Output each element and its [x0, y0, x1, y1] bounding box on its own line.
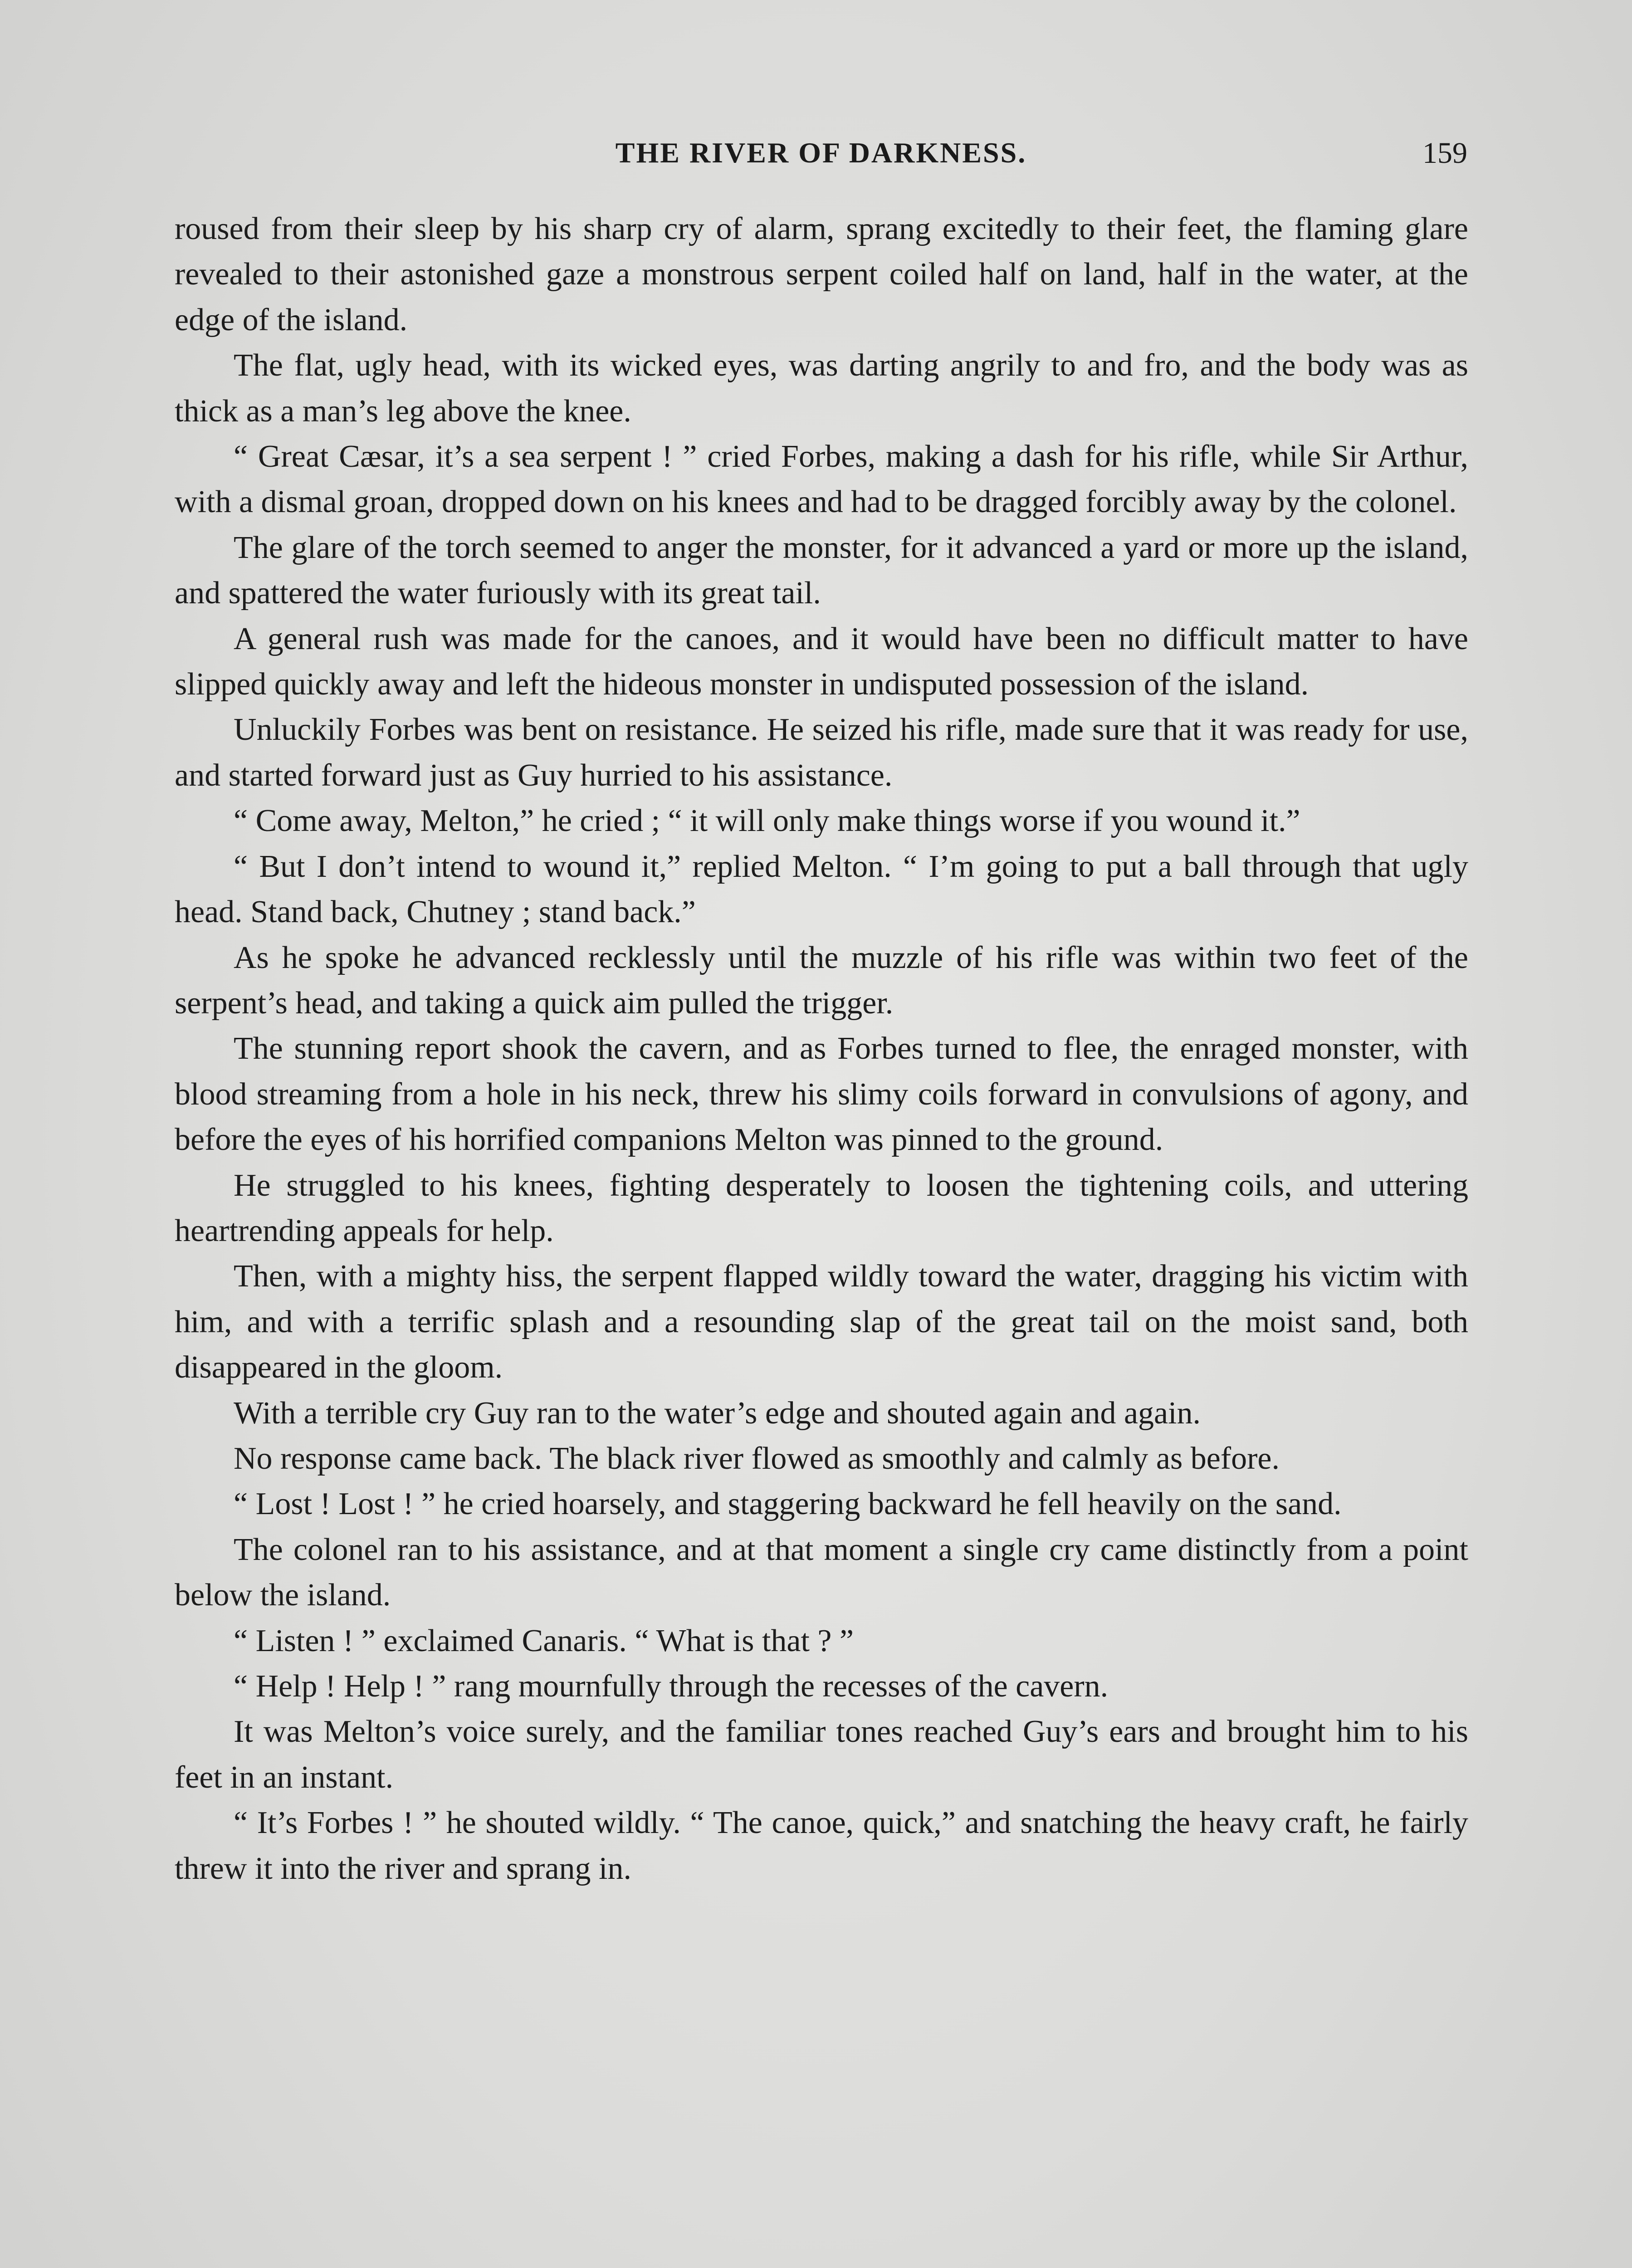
paragraph: The flat, ugly head, with its wicked eyes, was darting angrily to and fro, and the body was as thick as a man’s leg above the knee.	[175, 348, 1468, 429]
paragraph: As he spoke he advanced recklessly until the muzzle of his rifle was within two feet of the serpent’s head, and taking a quick aim pulled the trigger.	[175, 940, 1468, 1021]
paragraph: “ It’s Forbes ! ” he shouted wildly. “ The canoe, quick,” and snatching the heavy craft, he fairly threw it into the river and sprang in.	[175, 1805, 1468, 1886]
paragraph: roused from their sleep by his sharp cry of alarm, sprang excitedly to their feet, the flaming glare revealed to their astonished gaze a monstrous serpent coiled half on land, half in the water, at the edge of the island.	[175, 211, 1468, 337]
paragraph: Then, with a mighty hiss, the serpent flapped wildly toward the water, dragging his victim with him, and with a terrific splash and a resounding slap of the great tail on the moist sand, both disappeared in the gloom.	[175, 1259, 1468, 1385]
running-header	[175, 136, 1467, 172]
paragraph: It was Melton’s voice surely, and the familiar tones reached Guy’s ears and brought him to his feet in an instant.	[175, 1714, 1468, 1795]
paragraph: “ Listen ! ” exclaimed Canaris. “ What is that ? ”	[234, 1623, 854, 1658]
paragraph: The glare of the torch seemed to anger the monster, for it advanced a yard or more up the island, and spattered the water furiously with its great tail.	[175, 530, 1468, 611]
paragraph: Unluckily Forbes was bent on resistance. He seized his rifle, made sure that it was ready for use, and started forward just as Guy hurried to his assistance.	[175, 712, 1468, 793]
paragraph: The stunning report shook the cavern, and as Forbes turned to flee, the enraged monster, with blood streaming from a hole in his neck, threw his slimy coils forward in convulsions of agony, and before the eyes of his horrified companions Melton was pinned to the ground.	[175, 1031, 1468, 1158]
paragraph: The colonel ran to his assistance, and at that moment a single cry came distinctly from a point below the island.	[175, 1532, 1468, 1613]
paragraph: With a terrible cry Guy ran to the water’s edge and shouted again and again.	[234, 1395, 1201, 1431]
paragraph: “ Help ! Help ! ” rang mournfully through the recesses of the cavern.	[234, 1669, 1109, 1704]
paragraph: “ But I don’t intend to wound it,” replied Melton. “ I’m going to put a ball through that ugly head. Stand back, Chutney ; stand back.”	[175, 849, 1468, 930]
paragraph: “ Great Cæsar, it’s a sea serpent ! ” cried Forbes, making a dash for his rifle, while Sir Arthur, with a dismal groan, dropped down on his knees and had to be dragged forcibly away by the colonel.	[175, 439, 1468, 520]
body-text	[175, 206, 1468, 1892]
running-title: THE RIVER OF DARKNESS.	[615, 137, 1027, 169]
paragraph: No response came back. The black river flowed as smoothly and calmly as before.	[234, 1441, 1280, 1476]
paragraph: A general rush was made for the canoes, and it would have been no difficult matter to have slipped quickly away and left the hideous monster in undisputed possession of the island.	[175, 621, 1468, 702]
paragraph: “ Come away, Melton,” he cried ; “ it will only make things worse if you wound it.”	[234, 803, 1300, 839]
page-number: 159	[1422, 137, 1467, 170]
paragraph: “ Lost ! Lost ! ” he cried hoarsely, and staggering backward he fell heavily on the sand.	[234, 1486, 1342, 1522]
paragraph: He struggled to his knees, fighting desperately to loosen the tightening coils, and uttering heartrending appeals for help.	[175, 1168, 1468, 1248]
